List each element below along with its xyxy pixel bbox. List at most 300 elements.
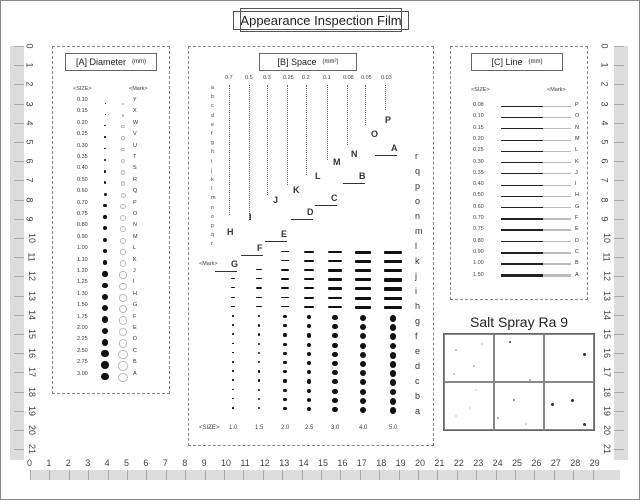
ruler-number: 2 (65, 458, 71, 468)
ruler-tick (14, 123, 24, 124)
space-spot (360, 361, 366, 367)
line-size: 0.35 (473, 169, 484, 176)
space-spot (281, 287, 290, 289)
diameter-mark: D (133, 336, 137, 343)
ruler-tick (14, 276, 24, 277)
salt-cell-6 (544, 382, 594, 430)
space-spot (307, 407, 311, 411)
ruler-tick (418, 470, 419, 480)
space-spot (360, 389, 366, 395)
space-spot (281, 251, 290, 253)
diameter-size: 1.75 (77, 313, 88, 320)
space-size-bottom: 2.5 (305, 425, 314, 431)
diameter-dot (103, 204, 106, 207)
space-left-letter: l (211, 186, 213, 193)
line-size: 1.00 (473, 260, 484, 267)
space-right-letter: g (415, 316, 421, 326)
space-spot (390, 379, 397, 386)
line-sample (501, 185, 543, 186)
line-sample (501, 140, 543, 141)
diameter-mark: M (133, 233, 138, 240)
space-spot (360, 315, 366, 321)
line-row (451, 147, 587, 159)
space-mark-header: <Mark> (199, 261, 218, 267)
space-spot (283, 333, 286, 336)
space-spot (390, 324, 397, 331)
space-mark-diag: C (331, 193, 338, 203)
diameter-ring (118, 361, 128, 371)
ruler-tick (14, 180, 24, 181)
ruler-number: 25 (512, 458, 523, 468)
space-spot (390, 389, 397, 396)
ruler-number: 11 (240, 458, 250, 468)
ruler-tick (457, 470, 458, 480)
space-spot (355, 251, 371, 254)
space-size-top: 0.03 (381, 75, 392, 81)
ruler-tick (185, 470, 186, 480)
ruler-number: 27 (550, 458, 561, 468)
diameter-size: 0.50 (77, 176, 88, 183)
space-right-letter: o (415, 196, 421, 206)
ruler-tick (614, 334, 624, 335)
ruler-tick (399, 470, 400, 480)
line-sample-light (543, 241, 571, 243)
space-spot (231, 287, 235, 288)
space-mark-diag: D (307, 207, 314, 217)
space-mark-top: N (351, 149, 358, 159)
diameter-row (53, 314, 169, 325)
diameter-mark: Q (133, 188, 138, 195)
space-spot (283, 324, 286, 327)
space-dotted-column (267, 85, 268, 195)
line-mark: H (575, 192, 579, 199)
space-left-letter: h (211, 149, 215, 156)
ruler-tick (49, 470, 50, 480)
ruler-tick (14, 238, 24, 239)
ruler-tick (614, 353, 624, 354)
space-spot (281, 278, 290, 280)
ruler-number: 20 (27, 424, 38, 436)
ruler-tick (282, 470, 283, 480)
diameter-size: 2.25 (77, 336, 88, 343)
diameter-size: 0.75 (77, 211, 88, 217)
space-spot (307, 389, 311, 393)
space-spot (328, 260, 341, 263)
ruler-tick (14, 65, 24, 66)
space-left-letter: j (211, 167, 213, 174)
diameter-size: 3.00 (77, 370, 88, 377)
diameter-ring (119, 328, 128, 337)
diameter-dot (103, 238, 107, 242)
space-spot (360, 343, 366, 349)
diameter-mark: T (133, 154, 137, 160)
diameter-row (53, 143, 169, 154)
space-spot (304, 278, 315, 280)
space-spot (258, 407, 260, 409)
ruler-tick (614, 296, 624, 297)
ruler-number: 13 (602, 290, 613, 301)
ruler-tick (593, 470, 594, 480)
space-spot (355, 297, 371, 300)
space-left-letter: d (211, 112, 215, 119)
ruler-number: 3 (599, 101, 610, 107)
diameter-dot (102, 271, 107, 276)
space-mark-top: O (371, 129, 379, 139)
space-left-letter: g (211, 140, 215, 147)
space-underline (215, 271, 237, 272)
line-size: 0.25 (473, 147, 484, 154)
diameter-ring (121, 159, 125, 163)
salt-spray-title: Salt Spray Ra 9 (470, 314, 569, 330)
ruler-number: 10 (221, 458, 232, 468)
ruler-number: 3 (24, 101, 35, 107)
diameter-mark: V (133, 131, 137, 138)
space-mark-top: I (249, 212, 252, 222)
ruler-number: 24 (492, 458, 503, 468)
ruler-number: 4 (24, 120, 35, 126)
line-sample-light (543, 128, 571, 129)
ruler-tick (14, 104, 24, 105)
space-spot (332, 324, 337, 329)
ruler-tick (614, 411, 624, 412)
line-size: 0.20 (473, 135, 484, 142)
line-size: 1.50 (473, 271, 484, 278)
space-spot (355, 306, 371, 309)
space-right-letter: a (415, 406, 421, 416)
ruler-number: 14 (27, 309, 38, 320)
space-spot (283, 361, 286, 364)
ruler-tick (437, 470, 438, 480)
space-spot (256, 297, 262, 298)
diameter-dot (104, 170, 106, 172)
space-size-top: 0.1 (323, 75, 331, 81)
ruler-number: 1 (46, 458, 52, 468)
diameter-size: 0.25 (77, 131, 88, 138)
space-spot (360, 398, 366, 404)
diameter-mark: K (133, 256, 137, 263)
space-spot (232, 389, 234, 391)
diameter-mark: E (133, 325, 137, 331)
space-spot (355, 278, 371, 281)
line-sample-light (543, 263, 571, 265)
space-spot (328, 287, 341, 290)
ruler-number: 17 (602, 367, 613, 378)
ruler-number: 7 (162, 458, 168, 468)
space-spot (258, 379, 260, 381)
salt-spray-grid (443, 333, 595, 431)
ruler-number: 2 (24, 81, 35, 87)
ruler-number: 11 (601, 252, 612, 262)
space-spot (283, 352, 286, 355)
space-spot (258, 370, 260, 372)
diameter-row (53, 348, 169, 359)
space-size-top: 0.7 (225, 75, 233, 81)
right-ruler (614, 46, 628, 460)
space-left-letter: p (211, 223, 215, 229)
ruler-tick (14, 84, 24, 85)
diameter-mark: S (133, 165, 137, 172)
diameter-mark: G (133, 302, 138, 309)
diameter-ring (120, 260, 127, 267)
diameter-ring (121, 193, 126, 198)
space-spot (307, 398, 311, 402)
space-spot (304, 260, 315, 262)
space-spot (258, 389, 260, 391)
space-underline (343, 183, 365, 184)
ruler-tick (88, 470, 89, 480)
ruler-number: 17 (27, 367, 38, 378)
space-mark-diag: G (231, 259, 239, 269)
space-spot (281, 260, 290, 262)
line-mark: C (575, 248, 579, 255)
space-left-letter: n (211, 204, 215, 211)
space-spot (390, 343, 397, 350)
diameter-ring (120, 238, 126, 244)
space-right-letter: b (415, 391, 421, 401)
line-sample (501, 162, 543, 163)
space-spot (360, 370, 366, 376)
space-spot (390, 407, 397, 414)
space-spot (283, 389, 286, 392)
space-dotted-column (287, 85, 288, 185)
ruler-tick (146, 470, 147, 480)
diameter-mark: Y (133, 97, 137, 103)
diameter-dot (104, 159, 106, 161)
line-sample (501, 173, 543, 174)
ruler-number: 9 (599, 216, 610, 222)
line-mark: O (575, 113, 580, 120)
space-size-top: 0.5 (245, 75, 253, 81)
ruler-number: 21 (602, 444, 613, 455)
space-left-letter: a (211, 85, 215, 91)
ruler-tick (573, 470, 574, 480)
diameter-ring (122, 103, 125, 106)
ruler-number: 16 (337, 458, 348, 468)
ruler-number: 0 (24, 43, 35, 49)
space-spot (328, 297, 341, 300)
diameter-ring (121, 125, 124, 128)
space-spot (390, 398, 397, 405)
line-mark: G (575, 203, 580, 210)
space-mark-top: P (385, 115, 392, 125)
space-underline (315, 205, 337, 206)
diameter-row (53, 165, 169, 176)
space-spot (258, 343, 260, 345)
ruler-number: 4 (104, 458, 110, 468)
ruler-tick (14, 392, 24, 393)
line-row (451, 249, 587, 261)
ruler-tick (127, 470, 128, 480)
space-size-bottom: 5.0 (389, 425, 398, 431)
diameter-row (53, 211, 169, 222)
line-sample-light (543, 274, 571, 277)
title-box (240, 8, 402, 32)
space-right-letter: e (415, 346, 421, 356)
line-sample-light (543, 196, 571, 197)
space-spot (360, 333, 366, 339)
line-size: 0.40 (473, 181, 484, 188)
ruler-tick (224, 470, 225, 480)
ruler-number: 29 (589, 458, 600, 468)
line-mark: M (575, 135, 580, 142)
diameter-mark: R (133, 176, 137, 183)
ruler-number: 6 (24, 158, 35, 164)
ruler-number: 12 (259, 458, 270, 468)
space-spot (232, 361, 234, 363)
space-spot (332, 407, 337, 412)
ruler-number: 4 (599, 120, 610, 126)
diameter-ring (119, 283, 126, 290)
space-spot (307, 315, 311, 319)
ruler-tick (14, 372, 24, 373)
diameter-ring (120, 204, 125, 209)
space-right-letter: d (415, 361, 421, 371)
diameter-dot (102, 283, 107, 288)
diameter-dot (104, 181, 107, 184)
diameter-size: 0.15 (77, 108, 88, 115)
space-spot (281, 269, 290, 271)
diameter-ring (121, 170, 125, 174)
space-dotted-column (347, 85, 348, 145)
ruler-number: 15 (27, 328, 38, 340)
space-mark-diag: F (257, 243, 263, 253)
diameter-dot (104, 125, 105, 126)
diameter-dot (101, 373, 109, 381)
diameter-row (53, 177, 169, 188)
section-a-title-text: [A] Diameter (75, 57, 126, 67)
space-mark-top: K (293, 185, 300, 195)
line-sample-light (543, 229, 571, 231)
space-mark-diag: E (281, 229, 288, 239)
space-left-letter: b (211, 94, 215, 101)
diameter-row (53, 336, 169, 347)
diameter-size: 0.80 (77, 222, 88, 229)
space-spot (283, 343, 286, 346)
space-dotted-column (327, 85, 328, 160)
diameter-dot (105, 103, 106, 104)
space-spot (231, 306, 235, 307)
ruler-tick (14, 315, 24, 316)
ruler-number: 8 (24, 197, 35, 203)
line-row (451, 192, 587, 204)
line-size: 0.70 (473, 215, 484, 221)
ruler-number: 8 (182, 458, 188, 468)
diameter-size: 0.40 (77, 165, 88, 172)
space-spot (307, 370, 311, 374)
space-left-letter: r (211, 241, 213, 248)
ruler-tick (496, 470, 497, 480)
ruler-number: 17 (356, 458, 367, 468)
line-row (451, 125, 587, 137)
diameter-row (53, 245, 169, 256)
space-underline (241, 255, 263, 256)
space-spot (332, 361, 337, 366)
diameter-dot (102, 316, 108, 322)
diameter-row (53, 97, 169, 108)
line-sample (501, 151, 543, 152)
space-mark-diag: B (359, 171, 366, 181)
diameter-mark: U (133, 142, 137, 149)
space-dotted-column (229, 85, 230, 215)
line-sample-light (543, 173, 571, 174)
diameter-ring (121, 136, 125, 140)
space-spot (360, 352, 366, 358)
line-mark: I (575, 181, 577, 188)
ruler-number: 18 (27, 386, 38, 397)
ruler-tick (614, 257, 624, 258)
section-a-mark-header: <Mark> (129, 86, 148, 92)
space-dotted-column (365, 85, 366, 125)
diameter-size: 0.90 (77, 233, 88, 240)
diameter-mark: B (133, 359, 137, 366)
ruler-number: 5 (24, 139, 35, 145)
ruler-number: 18 (376, 458, 387, 468)
line-sample (501, 274, 543, 277)
space-spot (332, 398, 337, 403)
space-spot (232, 370, 234, 372)
diameter-ring (118, 350, 127, 359)
ruler-tick (14, 142, 24, 143)
space-spot (304, 287, 315, 289)
space-spot (256, 278, 262, 279)
line-mark: P (575, 102, 579, 108)
diameter-row (53, 268, 169, 279)
line-size: 0.80 (473, 237, 484, 244)
ruler-tick (614, 392, 624, 393)
ruler-number: 23 (473, 458, 484, 468)
diameter-dot (102, 305, 108, 311)
diameter-ring (119, 271, 126, 278)
section-a-unit: (mm) (132, 59, 146, 65)
section-c-title-text: [C] Line (491, 57, 523, 67)
space-spot (304, 297, 315, 299)
ruler-number: 9 (24, 216, 35, 222)
ruler-tick (14, 219, 24, 220)
diameter-size: 0.10 (77, 97, 88, 103)
space-size-bottom: 2.0 (281, 425, 290, 431)
line-size: 0.30 (473, 158, 484, 165)
ruler-tick (534, 470, 535, 480)
line-size: 0.60 (473, 203, 484, 210)
space-size-bottom: 4.0 (359, 425, 368, 431)
ruler-number: 5 (124, 458, 130, 468)
diameter-dot (103, 260, 108, 265)
diameter-size: 0.20 (77, 119, 88, 126)
ruler-number: 21 (434, 458, 445, 468)
diameter-mark: O (133, 211, 138, 217)
line-size: 0.90 (473, 248, 484, 255)
ruler-number: 8 (599, 197, 610, 203)
line-mark: E (575, 226, 579, 233)
space-spot (360, 407, 366, 413)
diameter-size: 0.60 (77, 188, 88, 195)
line-sample (501, 128, 543, 129)
section-c-line (450, 46, 588, 300)
space-spot (390, 315, 397, 322)
diameter-mark: C (133, 347, 137, 354)
salt-cell-3 (544, 334, 594, 382)
space-spot (256, 269, 262, 270)
diameter-row (53, 222, 169, 233)
space-spot (232, 352, 234, 354)
ruler-number: 16 (602, 348, 613, 359)
line-row (451, 272, 587, 284)
space-size-top: 0.05 (361, 75, 372, 81)
space-underline (375, 155, 397, 156)
diameter-dot (104, 136, 106, 138)
diameter-mark: F (133, 313, 137, 320)
space-spot (307, 343, 311, 347)
